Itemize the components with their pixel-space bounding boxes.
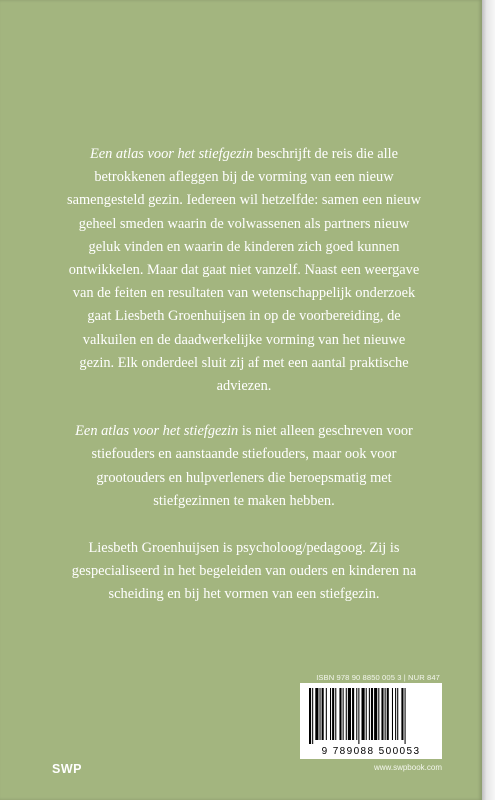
barcode-bar <box>330 688 331 740</box>
barcode-bar <box>395 688 396 740</box>
blurb-paragraph-1-body: beschrijft de reis die alle betrokkenen afleggen bij de vorming van een nieuw samengesteld gezin. Iedereen wil hetzelfde: samen een nieuw geheel smeden waarin de volwassenen als partners nieuw geluk vinden en waarin de kinderen zich goed kunnen ontwikkelen. Maar dat gaat niet vanzelf. Naast een weergave van de feiten en resultaten van wetenschappelijk onderzoek gaat Liesbeth Groenhuijsen in op de voorbereiding, de valkuilen en de daadwerkelijke vorming van het nieuwe gezin. Elk onderdeel sluit zij af met een aantal praktische adviezen. <box>66 146 421 395</box>
page-edge <box>482 0 495 800</box>
barcode-bar <box>352 688 354 740</box>
barcode-bar <box>326 688 327 740</box>
blurb-paragraph-2 <box>66 420 422 513</box>
barcode-bar <box>332 688 334 740</box>
barcode-bar <box>339 688 341 740</box>
book-title-italic: Een atlas voor het stiefgezin <box>75 423 239 440</box>
author-bio: Liesbeth Groenhuijsen is psycholoog/pedagoog. Zij is gespecialiseerd in het begeleiden van ouders en kinderen na scheiding en bij het vormen van een stiefgezin. <box>71 540 417 603</box>
barcode-bar <box>356 688 357 740</box>
barcode <box>300 683 442 759</box>
barcode-bar <box>369 688 370 740</box>
barcode-bar <box>378 688 379 740</box>
barcode-bar <box>358 688 359 744</box>
barcode-bars <box>309 688 433 744</box>
barcode-bar <box>385 688 386 740</box>
barcode-bar <box>362 688 365 740</box>
blurb-paragraph-1 <box>66 143 422 398</box>
barcode-bar <box>322 688 324 740</box>
blurb-text <box>66 143 422 607</box>
book-title-italic: Een atlas voor het stiefgezin <box>89 146 254 162</box>
barcode-bar <box>335 688 336 740</box>
barcode-bar <box>401 688 403 740</box>
barcode-bar <box>387 688 389 740</box>
barcode-bar <box>366 688 367 740</box>
barcode-bar <box>312 688 313 744</box>
barcode-digits: 9 789088 500053 <box>321 746 421 757</box>
publisher-logo: SWP <box>52 762 82 776</box>
barcode-bar <box>315 688 318 740</box>
barcode-bar <box>320 688 321 740</box>
publisher-website: www.swpbook.com <box>373 763 442 772</box>
barcode-bar <box>374 688 377 740</box>
barcode-bar <box>348 688 351 740</box>
blurb-paragraph-2-body: is niet alleen geschreven voor stiefouders en aanstaande stiefouders, maar ook voor grootouders en hulpverleners die beroepsmatig met stiefgezinnen te maken hebben. <box>91 423 413 509</box>
barcode-bar <box>346 688 347 740</box>
barcode-bar <box>309 688 311 744</box>
barcode-bar <box>343 688 344 740</box>
barcode-bar <box>381 688 383 740</box>
isbn-line: ISBN 978 90 8850 005 3 | NUR 847 <box>316 673 440 682</box>
barcode-bar <box>392 688 393 740</box>
barcode-bar <box>371 688 373 740</box>
barcode-bar <box>397 688 398 740</box>
barcode-bar <box>405 688 406 744</box>
